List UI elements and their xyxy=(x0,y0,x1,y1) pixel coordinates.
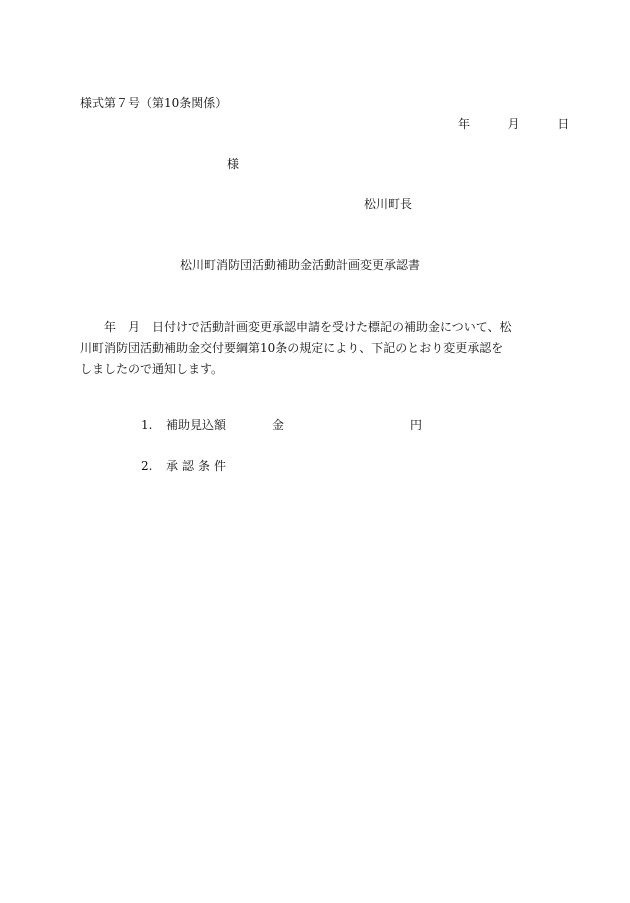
item-2-label: 承認条件 xyxy=(166,459,231,473)
date-year: 年 xyxy=(458,117,471,131)
document-title: 松川町消防団活動補助金活動計画変更承認書 xyxy=(180,258,421,272)
body-line-2: 川町消防団活動補助金交付要綱第10条の規定により、下記のとおり変更承認を xyxy=(80,341,504,355)
date-month: 月 xyxy=(507,117,520,131)
item-1-prefix: 金 xyxy=(272,418,285,432)
body-line-3: しましたので通知します。 xyxy=(80,362,224,376)
body-line-1: 年 月 日付けで活動計画変更承認申請を受けた標記の補助金について、松 xyxy=(104,320,512,334)
item-1-suffix: 円 xyxy=(410,418,423,432)
item-1-label: 補助見込額 xyxy=(166,418,227,432)
date-day: 日 xyxy=(557,117,570,131)
issuer: 松川町長 xyxy=(364,197,413,211)
form-number: 様式第７号（第10条関係） xyxy=(80,96,228,110)
item-1-number: 1. xyxy=(141,418,153,432)
recipient-suffix: 様 xyxy=(227,157,240,171)
body-paragraph xyxy=(80,317,552,380)
item-2-number: 2. xyxy=(141,459,153,473)
date-line xyxy=(458,118,569,130)
